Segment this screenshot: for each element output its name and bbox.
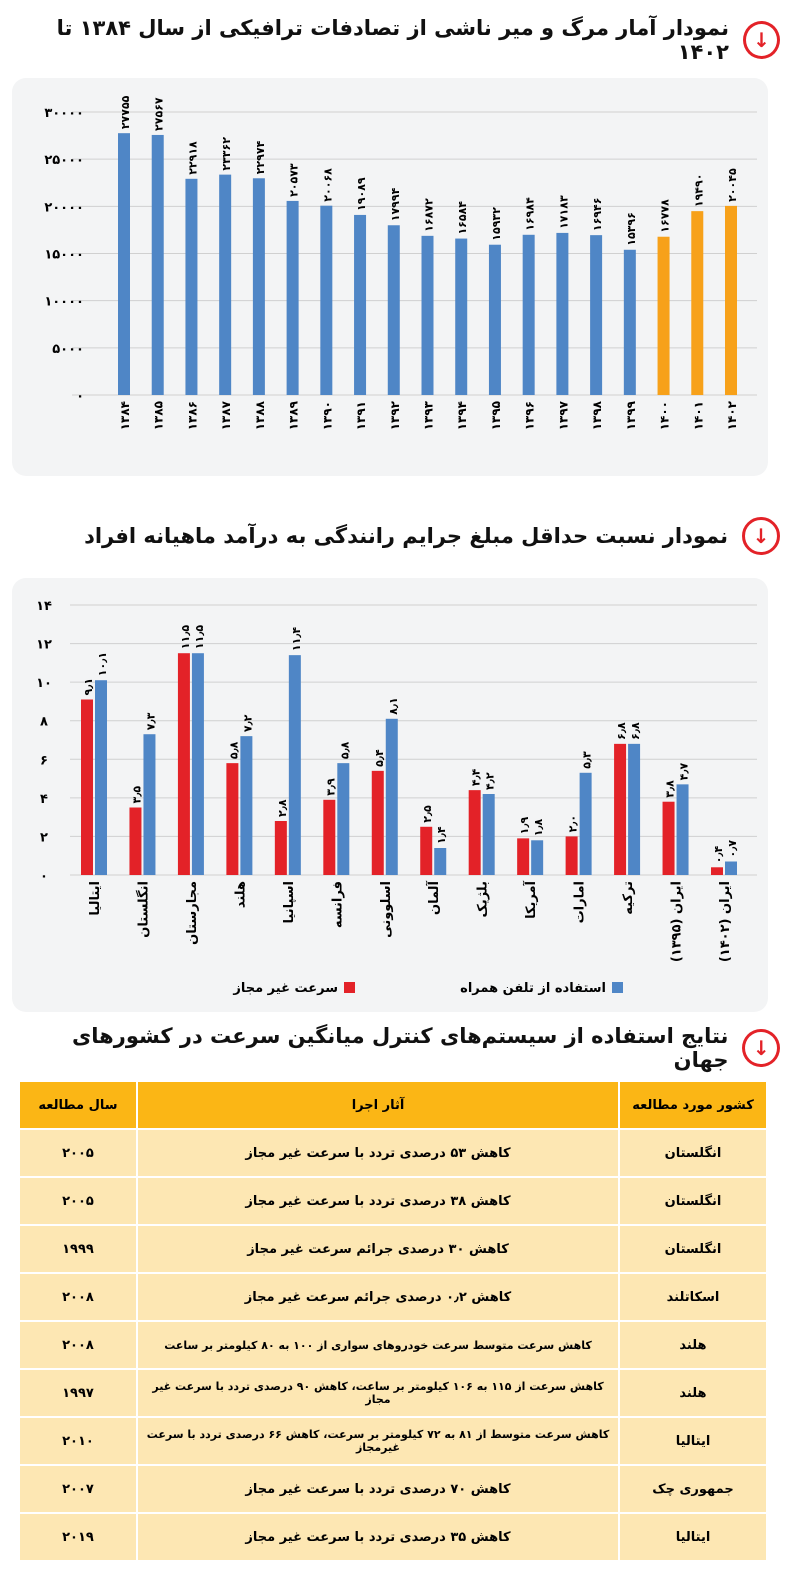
x-tick-label: ۱۳۸۶ <box>185 401 200 431</box>
bar <box>455 239 467 395</box>
bar <box>725 862 737 876</box>
value-label: ۳٫۸ <box>663 780 677 798</box>
bar <box>337 763 349 875</box>
value-label: ۲٫۸ <box>275 799 289 817</box>
value-label: ۰٫۷ <box>726 839 739 858</box>
x-tick-label: ۱۳۸۷ <box>219 401 234 431</box>
legend-swatch-speed <box>344 982 355 993</box>
table-row <box>20 1370 766 1416</box>
y-tick-label: ۳۰۰۰۰ <box>44 106 84 121</box>
bar <box>614 744 626 875</box>
x-tick-label: ۱۳۸۴ <box>118 401 132 431</box>
year-cell: ۲۰۱۹ <box>20 1514 136 1560</box>
value-label: ۴٫۲ <box>483 772 497 790</box>
table-row <box>20 1514 766 1560</box>
x-tick-label: اسلوونی <box>378 881 394 938</box>
bar <box>386 719 398 875</box>
value-label: ۴٫۷ <box>677 762 691 781</box>
x-tick-label: ۱۴۰۰ <box>657 401 672 431</box>
bar <box>178 653 190 875</box>
table-row <box>20 1226 766 1272</box>
bar <box>523 235 535 395</box>
value-label: ۶٫۸ <box>615 722 629 740</box>
effect-cell: کاهش ۰٫۲ درصدی جرائم سرعت غیر مجاز <box>138 1274 618 1320</box>
bar <box>81 700 93 876</box>
value-label: ۲٫۰ <box>566 814 580 833</box>
bar <box>226 763 238 875</box>
bar <box>469 790 481 875</box>
x-tick-label: ۱۳۹۸ <box>590 401 605 431</box>
x-tick-label: آلمان <box>427 881 443 916</box>
bar <box>489 245 501 395</box>
chart2 <box>12 578 768 1012</box>
country-cell: انگلستان <box>620 1178 766 1224</box>
value-label: ۱٫۸ <box>532 818 546 837</box>
arrow-down-circle-icon: ↓ <box>742 1029 780 1067</box>
arrow-down-circle-icon: ↓ <box>743 21 780 59</box>
y-tick-label: ۲۰۰۰۰ <box>44 200 84 216</box>
year-cell: ۲۰۰۸ <box>20 1274 136 1320</box>
x-tick-label: ۱۳۹۹ <box>623 401 638 431</box>
arrow-down-circle-icon: ↓ <box>742 517 780 555</box>
bar <box>517 838 529 875</box>
value-label: ۱۶۵۸۴ <box>456 200 470 235</box>
value-label: ۴٫۴ <box>469 768 483 787</box>
x-tick-label: بلژیک <box>475 881 491 918</box>
x-tick-label: ایران (۱۴۰۲) <box>718 881 733 963</box>
value-label: ۵٫۸ <box>338 741 352 760</box>
x-tick-label: ایران (۱۳۹۵) <box>669 881 685 963</box>
bar <box>531 840 543 875</box>
x-tick-label: هلند <box>233 881 249 909</box>
value-label: ۲۳۳۶۲ <box>220 137 234 171</box>
country-cell: هلند <box>620 1322 766 1368</box>
value-label: ۱۷۱۸۳ <box>557 195 571 229</box>
value-label: ۱٫۴ <box>435 826 449 844</box>
y-tick-label: ۱۰ <box>36 676 52 692</box>
x-tick-label: ۱۳۹۶ <box>522 401 537 431</box>
value-label: ۱۵۹۳۲ <box>489 207 503 241</box>
value-label: ۵٫۸ <box>227 741 241 760</box>
legend-swatch-phone <box>612 982 623 993</box>
table-row <box>20 1178 766 1224</box>
y-tick-label: ۰ <box>76 389 84 404</box>
value-label: ۱۱٫۵ <box>178 624 192 650</box>
bar <box>320 206 332 395</box>
value-label: ۰٫۴ <box>712 845 725 864</box>
value-label: ۲۰۵۷۳ <box>287 163 301 197</box>
bar <box>118 133 130 395</box>
bar <box>422 236 434 395</box>
bar <box>420 827 432 875</box>
bar <box>556 233 568 395</box>
value-label: ۱۶۹۸۴ <box>523 197 537 231</box>
value-label: ۹٫۱ <box>82 677 95 696</box>
bar <box>143 734 155 875</box>
chart2-panel <box>12 578 768 1012</box>
x-tick-label: ۱۳۹۱ <box>354 401 369 431</box>
bar <box>663 802 675 875</box>
value-label: ۵٫۴ <box>372 749 386 767</box>
x-tick-label: ۱۴۰۲ <box>725 401 739 431</box>
legend-phone: استفاده از تلفن همراه <box>460 981 606 996</box>
bar <box>483 794 495 875</box>
year-cell: ۱۹۹۷ <box>20 1370 136 1416</box>
year-cell: ۲۰۱۰ <box>20 1418 136 1464</box>
value-label: ۸٫۱ <box>386 697 400 715</box>
value-label: ۲۷۵۶۷ <box>152 97 166 131</box>
y-tick-label: ۲۵۰۰۰ <box>44 153 84 169</box>
table-row <box>20 1466 766 1512</box>
header-effects: آثار اجرا <box>138 1082 618 1128</box>
y-tick-label: ۱۵۰۰۰ <box>44 247 84 263</box>
year-cell: ۲۰۰۷ <box>20 1466 136 1512</box>
x-tick-label: ۱۳۹۰ <box>320 401 335 431</box>
value-label: ۱۷۹۹۴ <box>388 187 402 222</box>
x-tick-label: ایتالیا <box>88 881 103 916</box>
y-tick-label: ۲ <box>40 830 48 846</box>
value-label: ۷٫۳ <box>144 712 158 731</box>
bar <box>275 821 287 875</box>
x-tick-label: ۱۳۹۷ <box>556 401 571 431</box>
value-label: ۵٫۳ <box>580 751 594 769</box>
value-label: ۲٫۵ <box>421 805 435 823</box>
header-year: سال مطالعه <box>20 1082 136 1128</box>
bar <box>253 178 265 395</box>
table-title: نتایج استفاده از سیستم‌های کنترل میانگین سرعت در کشورهای جهان ↓ <box>20 1026 780 1070</box>
chart1-title: نمودار آمار مرگ و میر ناشی از تصادفات ترافیکی از سال ۱۳۸۴ تا ۱۴۰۲ ↓ <box>20 18 780 62</box>
bar <box>388 225 400 395</box>
effect-cell: کاهش ۳۵ درصدی تردد با سرعت غیر مجاز <box>138 1514 618 1560</box>
value-label: ۱۱٫۵ <box>192 624 206 650</box>
value-label: ۳٫۹ <box>324 778 338 796</box>
year-cell: ۲۰۰۵ <box>20 1130 136 1176</box>
value-label: ۱۵۳۹۶ <box>624 212 638 246</box>
x-tick-label: ۱۳۸۹ <box>286 401 301 431</box>
y-tick-label: ۸ <box>40 714 48 730</box>
legend-speed: سرعت غیر مجاز <box>233 981 338 996</box>
value-label: ۲۰۰۴۵ <box>726 168 739 202</box>
x-tick-label: ۱۳۹۴ <box>455 401 470 431</box>
value-label: ۱۶۸۷۲ <box>422 198 436 232</box>
value-label: ۲۷۷۵۵ <box>119 95 132 130</box>
effect-cell: کاهش ۷۰ درصدی تردد با سرعت غیر مجاز <box>138 1466 618 1512</box>
bar <box>354 215 366 395</box>
x-tick-label: آمریکا <box>524 881 540 919</box>
bar <box>240 736 252 875</box>
bar <box>95 680 107 875</box>
bar <box>691 211 703 395</box>
effect-cell: کاهش ۳۸ درصدی تردد با سرعت غیر مجاز <box>138 1178 618 1224</box>
x-tick-label: ۱۳۹۳ <box>421 401 436 431</box>
value-label: ۲۰۰۶۸ <box>321 168 335 202</box>
country-cell: ایتالیا <box>620 1418 766 1464</box>
y-tick-label: ۱۰۰۰۰ <box>44 294 84 310</box>
bar <box>658 237 670 395</box>
x-tick-label: مجارستان <box>184 881 200 945</box>
bar <box>372 771 384 875</box>
bar <box>580 773 592 875</box>
country-cell: انگلستان <box>620 1226 766 1272</box>
bar <box>434 848 446 875</box>
y-tick-label: ۰ <box>40 869 48 884</box>
table-row <box>20 1130 766 1176</box>
value-label: ۷٫۲ <box>241 714 255 733</box>
y-tick-label: ۶ <box>40 753 48 769</box>
y-tick-label: ۵۰۰۰ <box>52 341 84 357</box>
bar <box>590 235 602 395</box>
bar <box>677 784 689 875</box>
x-tick-label: ۱۴۰۱ <box>691 401 706 431</box>
x-tick-label: انگلستان <box>136 881 152 938</box>
value-label: ۲۲۹۷۴ <box>253 140 267 175</box>
country-cell: ایتالیا <box>620 1514 766 1560</box>
effect-cell: کاهش سرعت متوسط سرعت خودروهای سواری از ۱۰۰ به ۸۰ کیلومتر بر ساعت <box>138 1322 618 1368</box>
bar <box>152 135 164 395</box>
value-label: ۶٫۸ <box>629 722 643 740</box>
x-tick-label: ۱۳۸۵ <box>151 401 166 431</box>
chart1 <box>12 78 768 476</box>
year-cell: ۱۹۹۹ <box>20 1226 136 1272</box>
effect-cell: کاهش سرعت متوسط از ۸۱ به ۷۲ کیلومتر بر سرعت، کاهش ۶۶ درصدی تردد با سرعت غیرمجاز <box>138 1418 618 1464</box>
y-tick-label: ۴ <box>40 791 48 807</box>
x-tick-label: امارات <box>572 881 588 924</box>
bar <box>129 808 141 876</box>
bar <box>185 179 197 395</box>
value-label: ۱۱٫۴ <box>289 626 303 652</box>
x-tick-label: ۱۳۹۲ <box>387 401 402 431</box>
value-label: ۳٫۵ <box>130 785 144 804</box>
country-cell: جمهوری چک <box>620 1466 766 1512</box>
y-tick-label: ۱۴ <box>36 599 52 614</box>
bar <box>711 867 723 875</box>
value-label: ۱۹۰۸۹ <box>355 177 369 211</box>
bar <box>624 250 636 395</box>
y-tick-label: ۱۲ <box>36 637 52 653</box>
country-cell: انگلستان <box>620 1130 766 1176</box>
bar <box>287 201 299 395</box>
x-tick-label: فرانسه <box>330 881 346 929</box>
country-cell: اسکاتلند <box>620 1274 766 1320</box>
effect-cell: کاهش ۳۰ درصدی جرائم سرعت غیر مجاز <box>138 1226 618 1272</box>
x-tick-label: اسپانیا <box>281 881 297 924</box>
chart2-title: نمودار نسبت حداقل مبلغ جرایم رانندگی به درآمد ماهیانه افراد ↓ <box>20 514 780 558</box>
table-row <box>20 1418 766 1464</box>
country-cell: هلند <box>620 1370 766 1416</box>
chart1-panel <box>12 78 768 476</box>
bar <box>192 653 204 875</box>
year-cell: ۲۰۰۵ <box>20 1178 136 1224</box>
x-tick-label: ترکیه <box>621 881 637 915</box>
effect-cell: کاهش سرعت از ۱۱۵ به ۱۰۶ کیلومتر بر ساعت، کاهش ۹۰ درصدی تردد با سرعت غیر مجاز <box>138 1370 618 1416</box>
value-label: ۱۹۴۹۰ <box>692 173 706 208</box>
value-label: ۱۶۷۷۸ <box>658 199 672 233</box>
x-tick-label: ۱۳۹۵ <box>488 401 503 431</box>
table-row <box>20 1274 766 1320</box>
value-label: ۱۰٫۱ <box>96 651 109 677</box>
table-row <box>20 1322 766 1368</box>
header-country: کشور مورد مطالعه <box>620 1082 766 1128</box>
results-table <box>18 1080 768 1562</box>
bar <box>219 175 231 395</box>
bar <box>289 655 301 875</box>
x-tick-label: ۱۳۸۸ <box>252 401 267 431</box>
year-cell: ۲۰۰۸ <box>20 1322 136 1368</box>
bar <box>725 206 737 395</box>
effect-cell: کاهش ۵۳ درصدی تردد با سرعت غیر مجاز <box>138 1130 618 1176</box>
value-label: ۲۲۹۱۸ <box>186 141 200 175</box>
bar <box>566 836 578 875</box>
value-label: ۱٫۹ <box>518 816 532 835</box>
value-label: ۱۶۹۴۶ <box>591 197 605 232</box>
bar <box>323 800 335 875</box>
bar <box>628 744 640 875</box>
